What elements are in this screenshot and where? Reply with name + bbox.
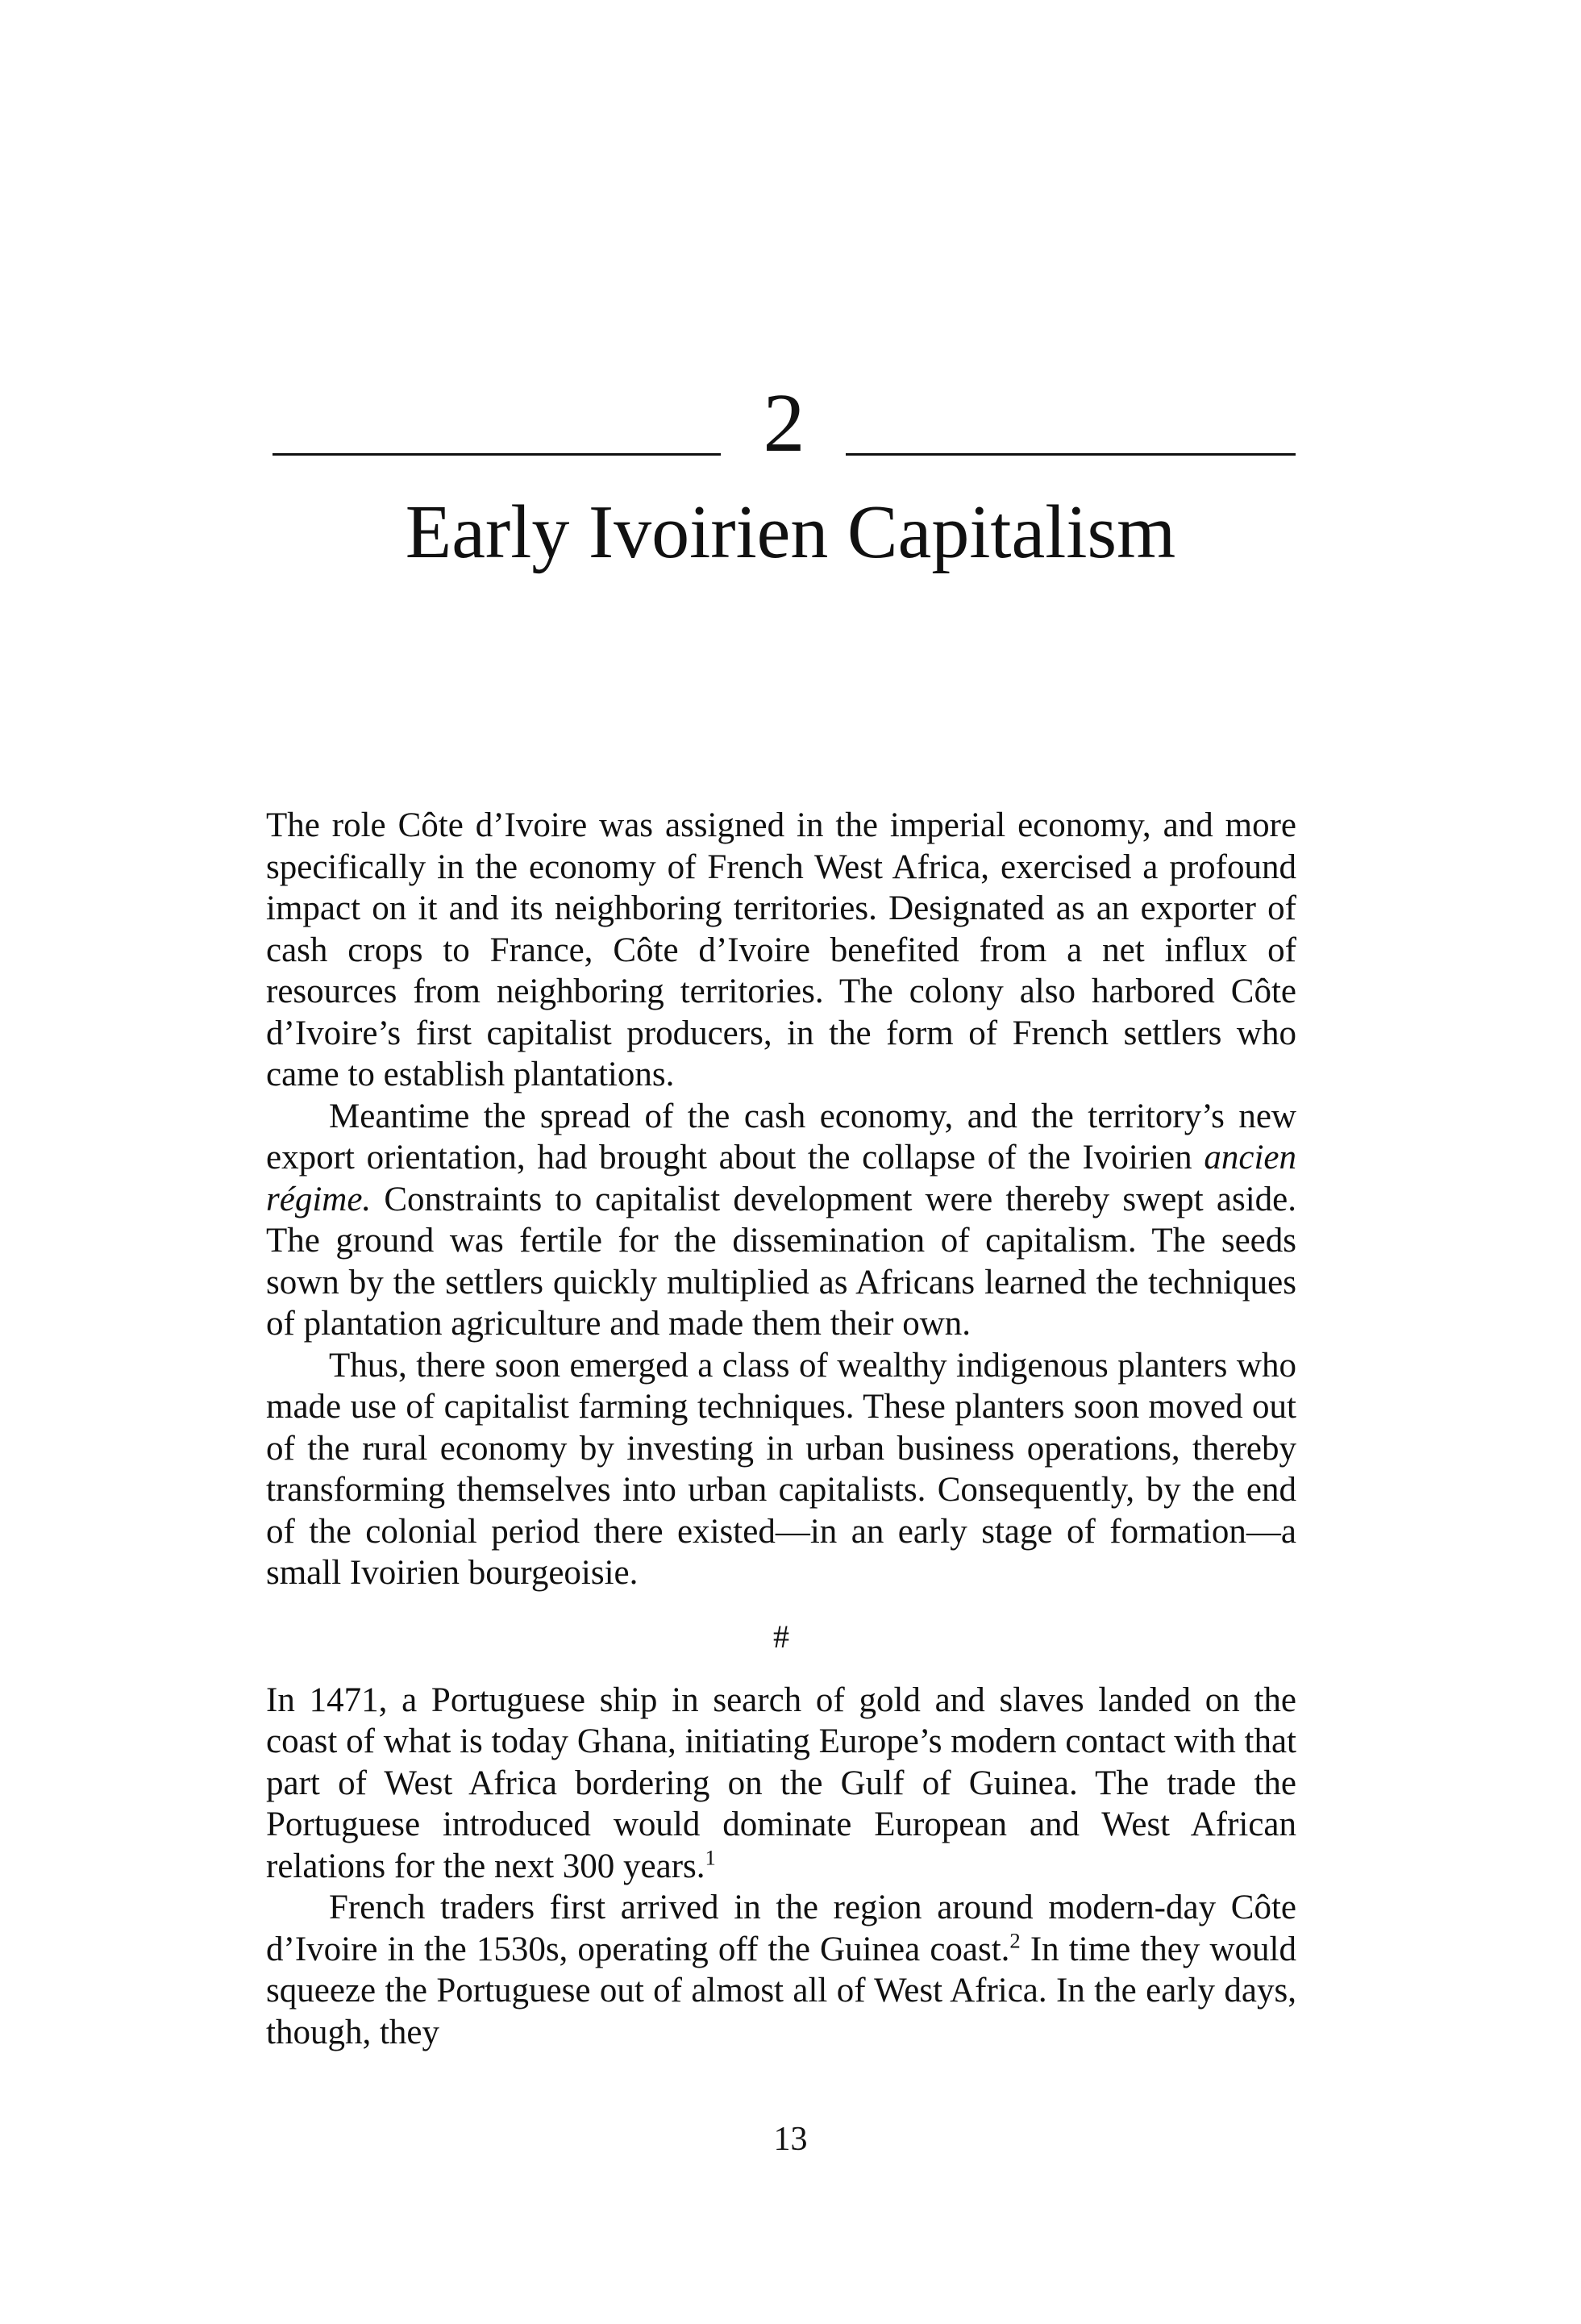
paragraph-4-text: In 1471, a Portuguese ship in search of gold and slaves landed on the coast of what is today Ghana, initiating Europe’s modern contact with that part of West Africa bordering on the Gulf of Guinea. The trade the Portuguese introduced would dominate European and West African relations for the next 300 years. [266,1681,1296,1885]
paragraph-5-start: French traders first arrived in the region around modern-day Côte d’Ivoire in the 1530s, operating off the Guinea coast. [266,1889,1296,1968]
paragraph-5 [266,1887,1296,2053]
section-break: # [773,1618,789,1655]
chapter-title: Early Ivoirien Capitalism [405,490,1176,574]
chapter-number: 2 [763,377,805,469]
paragraph-2 [266,1096,1296,1345]
paragraph-1: The role Côte d’Ivoire was assigned in the imperial economy, and more specifically in the economy of French West Africa, exercised a profound impact on it and its neighboring territories. Designated as an exporter of cash crops to France, Côte d’Ivoire benefited from a net influx of resources from neighboring territories. The colony also harbored Côte d’Ivoire’s first capitalist producers, in the form of French settlers who came to establish plantations. [266,806,1296,1093]
paragraph-2-end: Constraints to capitalist development were thereby swept aside. The ground was fertile for the dissemination of capitalism. The seeds sown by the settlers quickly multiplied as Africans learned the techniques of plantation agriculture and made them their own. [266,1180,1296,1343]
page-number: 13 [773,2121,808,2158]
chapter-rule-left [273,453,721,456]
chapter-rule-right [846,453,1296,456]
footnote-marker-1[interactable]: 1 [705,1845,716,1870]
paragraph-5-end: In time they would squeeze the Portuguese out of almost all of West Africa. In the early days, though, they [266,1930,1296,2051]
paragraph-3: Thus, there soon emerged a class of wealthy indigenous planters who made use of capitalist farming techniques. These planters soon moved out of the rural economy by investing in urban business operations, thereby transforming themselves into urban capitalists. Consequently, by the end of the colonial period there existed—in an early stage of formation—a small Ivoirien bourgeoisie. [266,1346,1296,1592]
footnote-marker-2[interactable]: 2 [1009,1928,1021,1953]
paragraph-2-start: Meantime the spread of the cash economy, and the territory’s new export orientation, had brought about the collapse of the Ivoirien [266,1097,1296,1177]
body-text [266,805,1296,2053]
paragraph-4 [266,1680,1296,1888]
paragraph-2-italic-phrase: ancien régime. [266,1139,1296,1218]
chapter-heading [0,379,1581,468]
